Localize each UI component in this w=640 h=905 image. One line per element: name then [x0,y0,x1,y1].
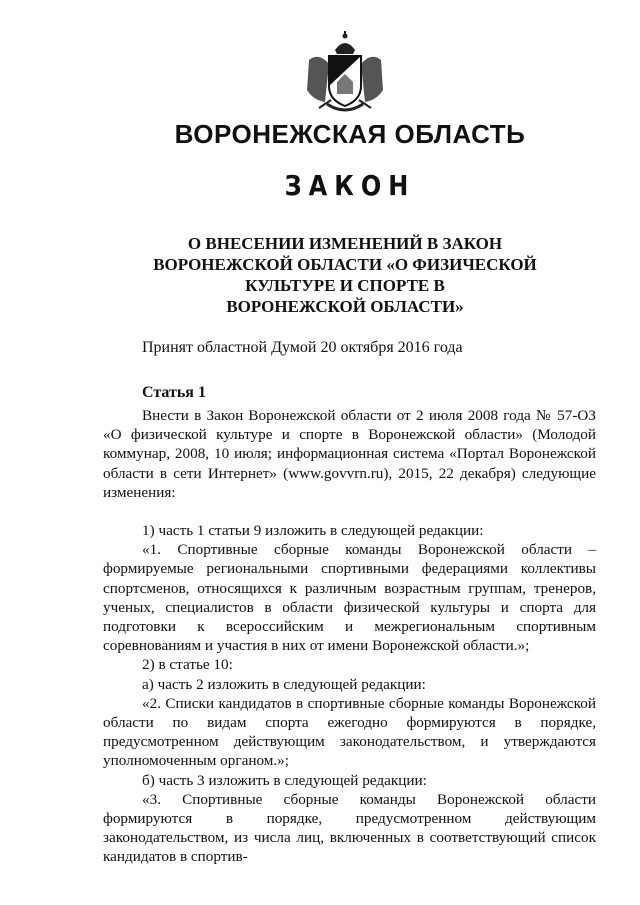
paragraph: б) часть 3 изложить в следующей редакции: [142,771,427,789]
region-name: ВОРОНЕЖСКАЯ ОБЛАСТЬ [174,119,526,149]
title-line: ВОРОНЕЖСКОЙ ОБЛАСТИ «О ФИЗИЧЕСКОЙ [153,255,537,274]
title-line: КУЛЬТУРЕ И СПОРТЕ В [245,276,445,295]
paragraph: «1. Спортивные сборные команды Воронежской области – формируемые региональными спортивными федерациями коллективы спортсменов, относящихся к различным возрастным группам, тренеров, ученых, специалистов в области физической культуры и спорта для подготовки к всероссийским и межрегиональным спортивным соревнованиям и участия в них от имени Воронежской области.»; [103,541,596,655]
paragraph: 2) в статье 10: [142,656,233,674]
document-type: ЗАКОН [284,169,416,203]
article-body [103,406,596,867]
title-line: О ВНЕСЕНИИ ИЗМЕНЕНИЙ В ЗАКОН [187,234,503,253]
paragraph: «2. Списки кандидатов в спортивные сборные команды Воронежской области по видам спорта ежегодно формируются в порядке, предусмотренном действующим законодательством, и утверждаются уполномоченным органом.»; [103,694,596,770]
paragraph: «3. Спортивные сборные команды Воронежской области формируются в порядке, предусмотренном действующим законодательством, из числа лиц, включенных в соответствующий список кандидатов в спортив- [103,790,596,866]
title-line: ВОРОНЕЖСКОЙ ОБЛАСТИ» [226,297,464,316]
law-title [150,233,540,317]
coat-of-arms-emblem [299,30,391,116]
paragraph: 1) часть 1 статьи 9 изложить в следующей редакции: [142,522,484,540]
paragraph: Внести в Закон Воронежской области от 2 июля 2008 года № 57-ОЗ «О физической культуре и спорте в Воронежской области» (Молодой коммунар, 2008, 10 июля; информационная система «Портал Воронежской области в сети Интернет» (www.govvrn.ru), 2015, 22 декабря) следующие изменения: [103,407,596,501]
paragraph: а) часть 2 изложить в следующей редакции: [142,675,426,693]
article-heading: Статья 1 [142,384,206,401]
adoption-date: Принят областной Думой 20 октября 2016 года [142,339,463,356]
